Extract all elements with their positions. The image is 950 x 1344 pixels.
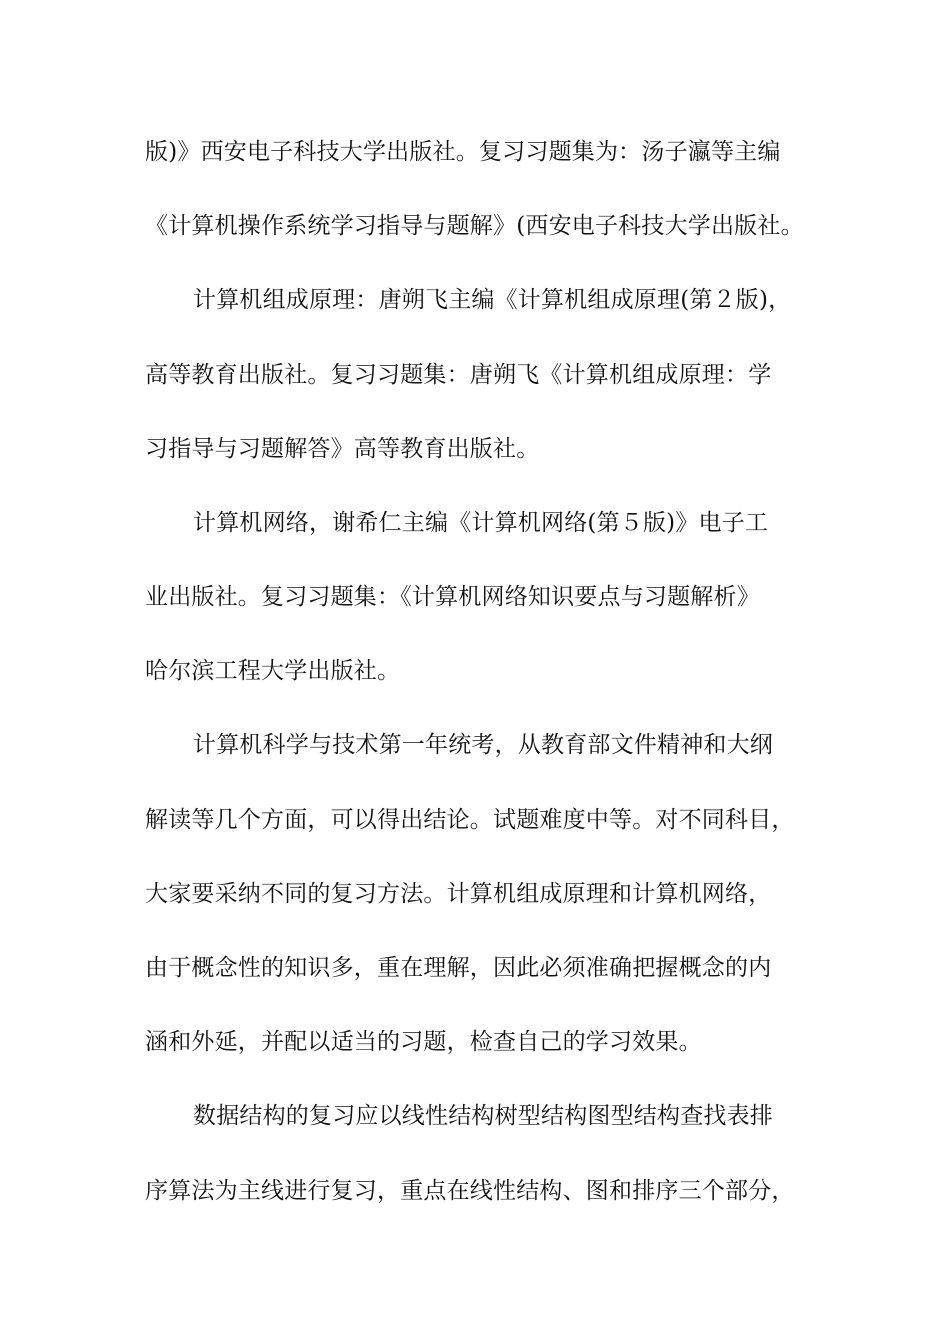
- text-line: 《计算机操作系统学习指导与题解》(西安电子科技大学出版社。: [145, 213, 804, 239]
- text-line: 高等教育出版社。复习习题集：唐朔飞《计算机组成原理：学: [145, 362, 772, 388]
- text-line: 由于概念性的知识多，重在理解，因此必须准确把握概念的内: [145, 955, 772, 981]
- text-line: 习指导与习题解答》高等教育出版社。: [145, 436, 540, 462]
- text-line: 大家要采纳不同的复习方法。计算机组成原理和计算机网络，: [145, 881, 772, 907]
- text-line: 解读等几个方面，可以得出结论。试题难度中等。对不同科目，: [145, 807, 795, 833]
- paragraph-start-line: 计算机网络，谢希仁主编《计算机网络(第５版)》电子工: [193, 510, 769, 536]
- text-line: 版)》西安电子科技大学出版社。复习习题集为：汤子瀛等主编: [145, 139, 781, 165]
- text-line: 涵和外延，并配以适当的习题，检查自己的学习效果。: [145, 1029, 702, 1055]
- paragraph-start-line: 计算机科学与技术第一年统考，从教育部文件精神和大纲: [193, 732, 773, 758]
- text-line: 哈尔滨工程大学出版社。: [145, 658, 401, 684]
- paragraph-start-line: 数据结构的复习应以线性结构树型结构图型结构查找表排: [193, 1103, 773, 1129]
- text-line: 业出版社。复习习题集：《计算机网络知识要点与习题解析》: [145, 584, 760, 610]
- paragraph-start-line: 计算机组成原理：唐朔飞主编《计算机组成原理(第２版)，: [193, 287, 792, 313]
- text-line: 序算法为主线进行复习，重点在线性结构、图和排序三个部分，: [145, 1178, 795, 1204]
